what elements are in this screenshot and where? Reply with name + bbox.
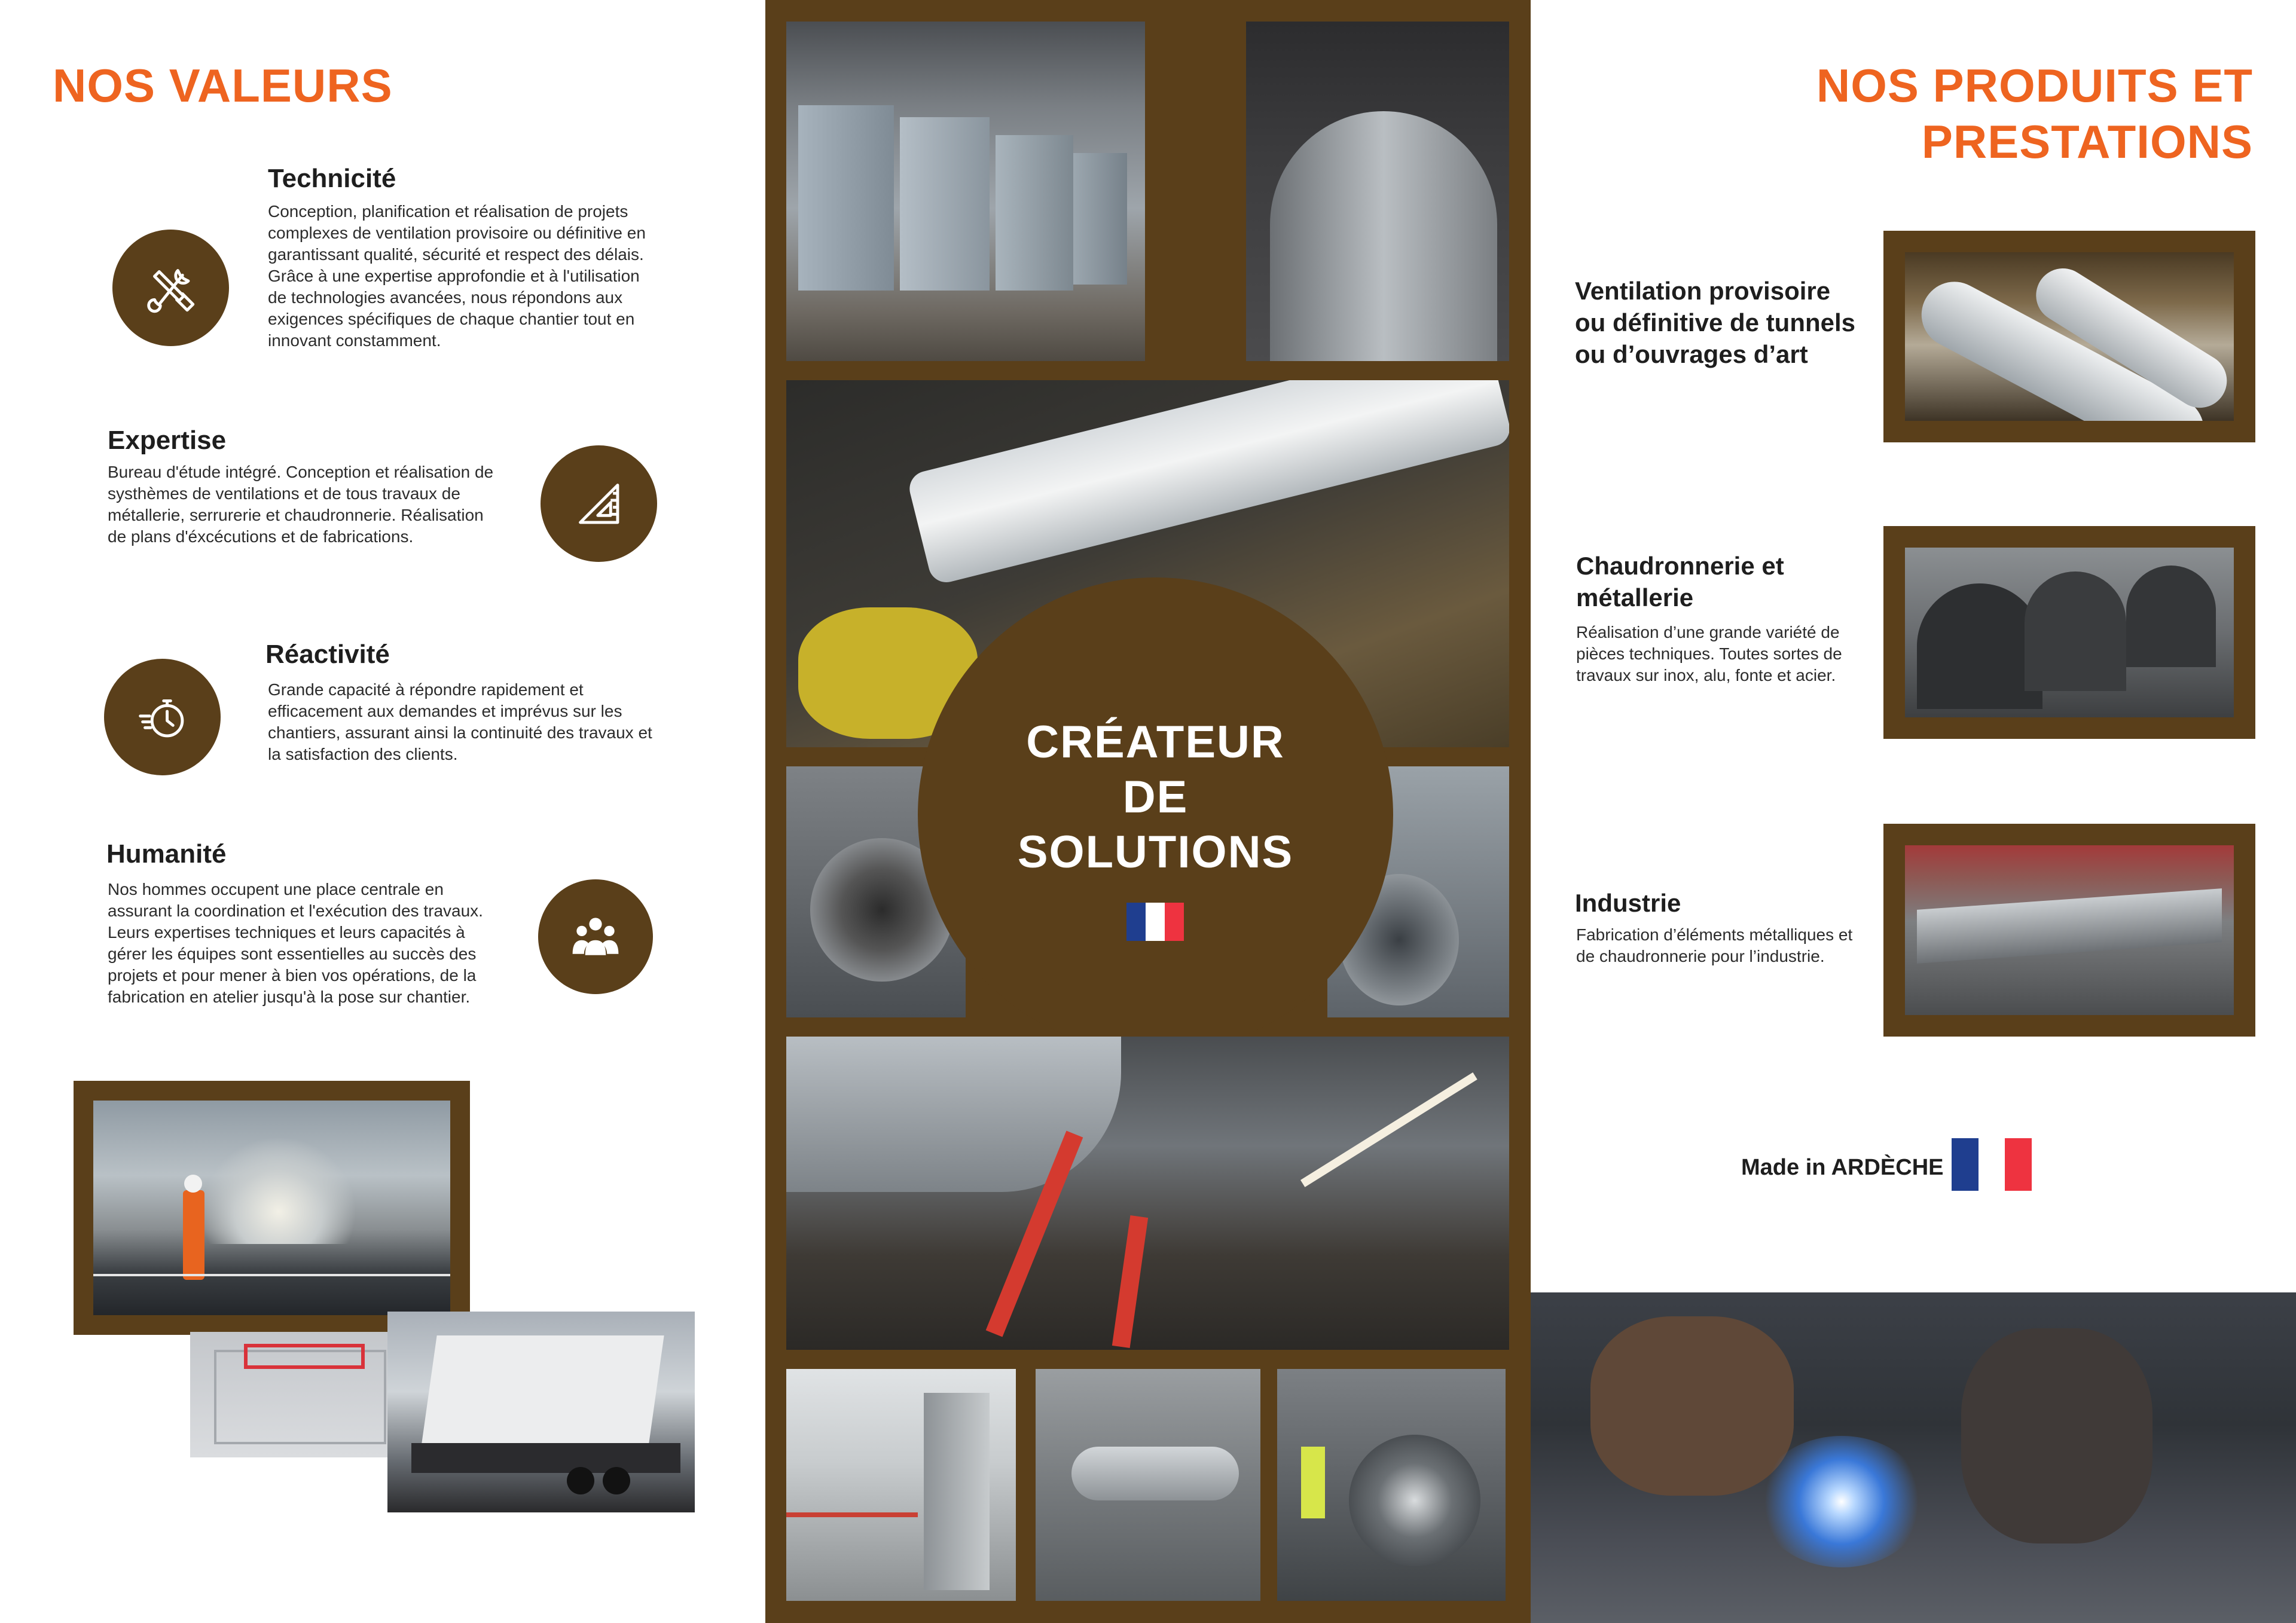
value-text-humanite: Nos hommes occupent une place centrale en assurant la coordination et l'exécution des travaux. Leurs expertises techniques et leurs capacités à gérer les équipes sont essentielles au succès des projets et pour mener à bien vos opérations, de la fabrication en atelier jusqu'à la pose sur chantier.: [108, 880, 483, 1006]
industrie-photo-frame: [1883, 824, 2255, 1037]
value-title-expertise: Expertise: [108, 426, 227, 455]
value-title-technicite: Technicité: [268, 164, 396, 193]
made-in-label: Made in ARDÈCHE: [1741, 1155, 1944, 1180]
truck-photo: [387, 1312, 695, 1512]
team-icon: [538, 879, 653, 994]
value-title-reactivite: Réactivité: [265, 640, 390, 669]
circle-line-2: DE: [1122, 772, 1189, 823]
axial-fan-photo: [1277, 1369, 1506, 1601]
ventilation-ducts-photo: [1905, 252, 2234, 421]
ventilation-photo-frame: [1883, 231, 2255, 442]
products-heading-line-2: PRESTATIONS: [1921, 115, 2253, 168]
tunnel-worker-photo-frame: [74, 1081, 470, 1335]
chaudronnerie-photo-frame: [1883, 526, 2255, 739]
warehouse-ducts-photo: [786, 22, 1145, 361]
set-square-icon: [541, 445, 657, 562]
pipe-tunnel-photo: [1036, 1369, 1260, 1601]
product-title-industrie: Industrie: [1575, 889, 1681, 917]
circle-line-3: SOLUTIONS: [1017, 827, 1294, 878]
french-flag: [1952, 1138, 2032, 1191]
product-title-ventilation: Ventilation provisoire ou définitive de tunnels ou d’ouvrages d’art: [1575, 277, 1856, 368]
construction-site-photo: [786, 1369, 1016, 1601]
industrial-metal-photo: [1905, 845, 2234, 1015]
circle-line-1: CRÉATEUR: [1026, 717, 1285, 768]
metal-parts-photo: [1905, 548, 2234, 717]
tunnel-crane-photo: [786, 1037, 1509, 1350]
french-flag-small: [1126, 903, 1184, 941]
value-text-reactivite: Grande capacité à répondre rapidement et efficacement aux demandes et imprévus sur les chantiers, assurant ainsi la continuité des travaux et la satisfaction des clients.: [268, 680, 652, 763]
stopwatch-icon: [104, 659, 221, 775]
products-heading-line-1: NOS PRODUITS ET: [1816, 59, 2253, 112]
3d-render-image: [190, 1332, 411, 1457]
tunnel-worker-photo: [93, 1101, 450, 1315]
values-heading: NOS VALEURS: [53, 59, 393, 112]
welding-photo: [1531, 1292, 2296, 1623]
value-text-expertise: Bureau d'étude intégré. Conception et réalisation de systhèmes de ventilations et de tous travaux de métallerie, serrurerie et chaudronnerie. Réalisation de plans d'éxcécutions et de fabrications.: [108, 463, 494, 546]
product-title-chaudronnerie: Chaudronnerie et métallerie: [1576, 552, 1784, 612]
value-title-humanite: Humanité: [106, 839, 227, 869]
product-text-industrie: Fabrication d’éléments métalliques et de chaudronnerie pour l’industrie.: [1576, 925, 1853, 965]
product-text-chaudronnerie: Réalisation d’une grande variété de pièces techniques. Toutes sortes de travaux sur inox, alu, fonte et acier.: [1576, 623, 1842, 684]
value-text-technicite: Conception, planification et réalisation de projets complexes de ventilation provisoire ou définitive en garantissant qualité, sécurité et respect des délais. Grâce à une expertise approfondie et à l'utilisation de technologies avancées, nous répondons aux exigences spécifiques de chaque chantier tout en innovant constamment.: [268, 202, 646, 350]
tools-icon: [112, 230, 229, 346]
metal-tank-photo: [1246, 22, 1509, 361]
